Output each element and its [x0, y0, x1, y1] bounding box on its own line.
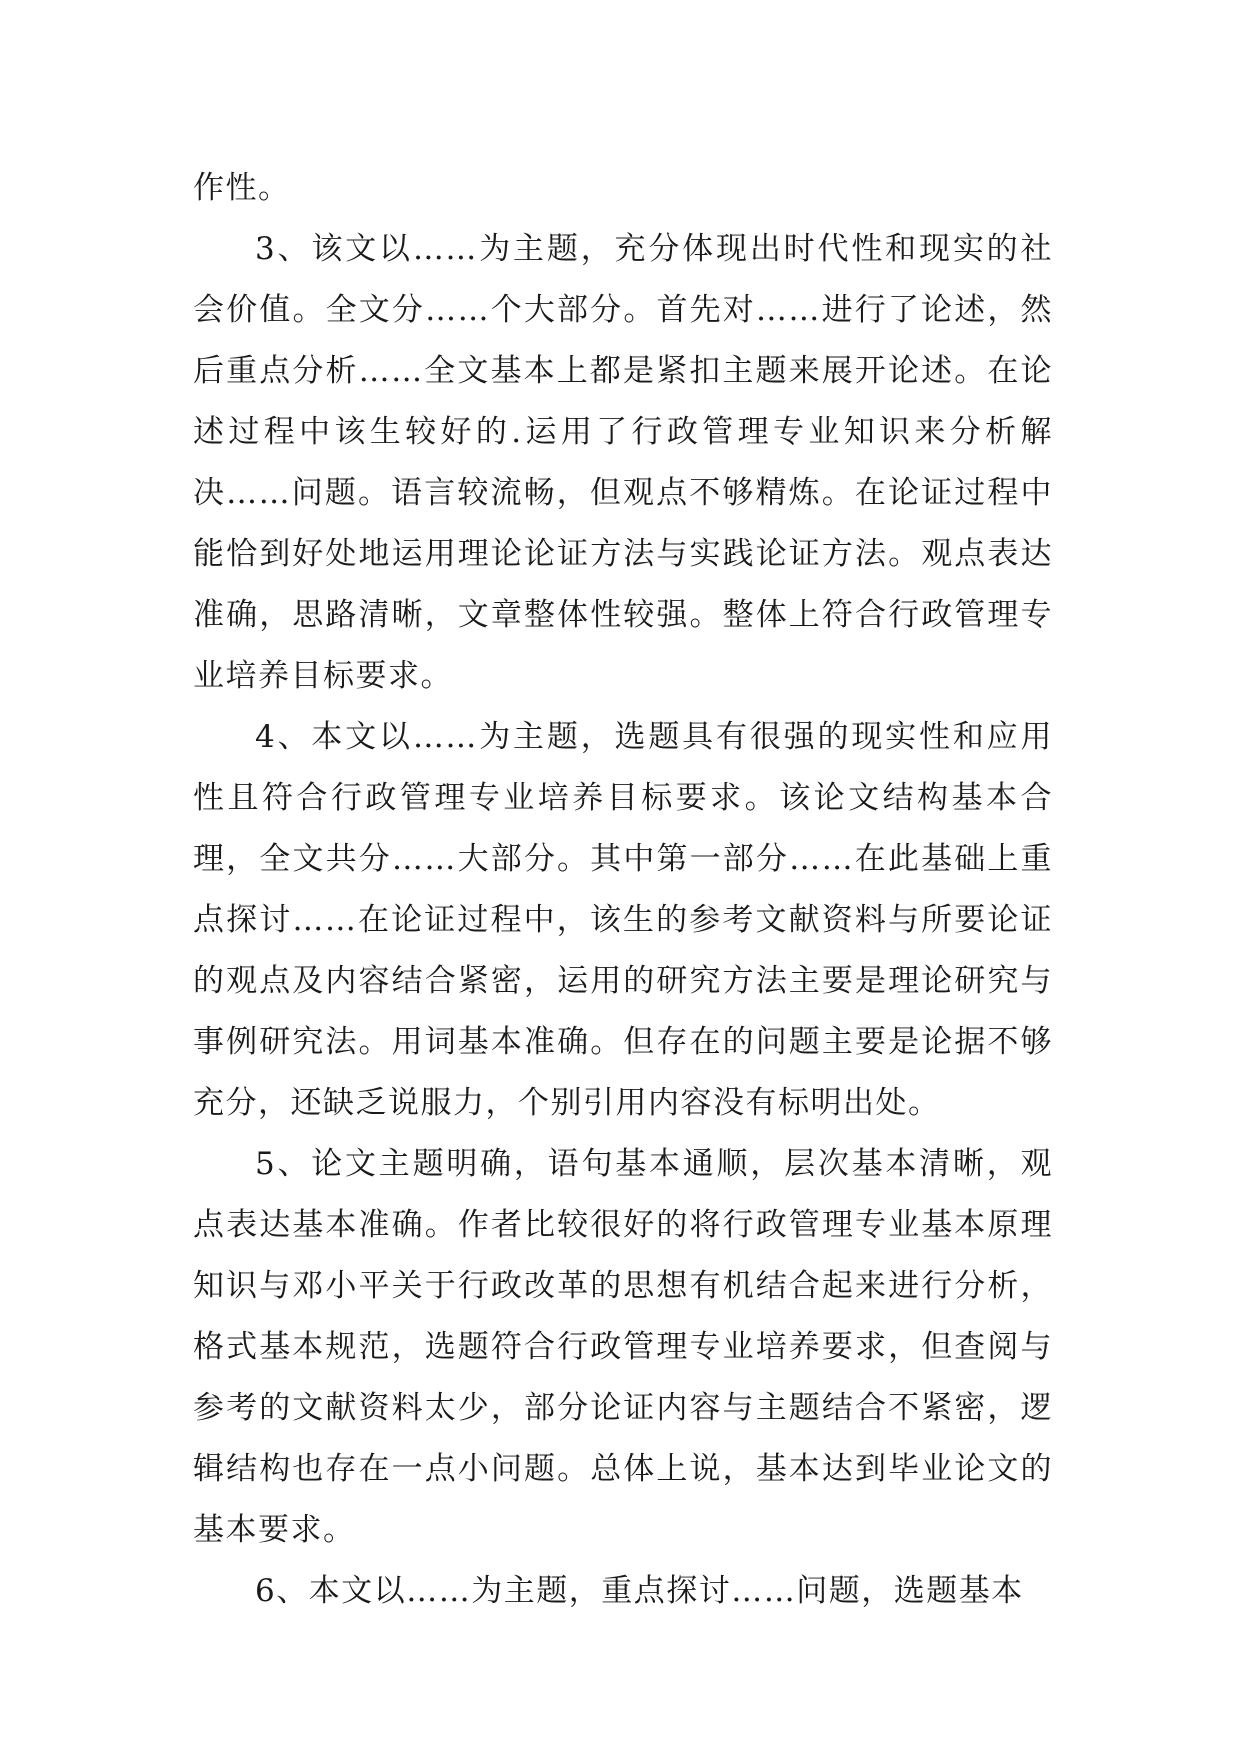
paragraph-item-6: 6、本文以……为主题，重点探讨……问题，选题基本: [255, 1573, 1024, 1609]
paragraph-continuation: 作性。: [193, 170, 291, 206]
paragraph-item-5: 5、论文主题明确，语句基本通顺，层次基本清晰，观点表达基本准确。作者比较很好的将行政管理专业基本原理知识与邓小平关于行政改革的思想有机结合起来进行分析，格式基本规范，选题符合行政管理专业培养要求，但查阅与参考的文献资料太少，部分论证内容与主题结合不紧密，逻辑结构也存在一点小问题。总体上说，基本达到毕业论文的基本要求。: [193, 1146, 1053, 1548]
paragraph-item-4: 4、本文以……为主题，选题具有很强的现实性和应用性且符合行政管理专业培养目标要求。该论文结构基本合理，全文共分……大部分。其中第一部分……在此基础上重点探讨……在论证过程中，该生的参考文献资料与所要论证的观点及内容结合紧密，运用的研究方法主要是理论研究与事例研究法。用词基本准确。但存在的问题主要是论据不够充分，还缺乏说服力，个别引用内容没有标明出处。: [193, 719, 1053, 1121]
document-body: [193, 158, 1053, 1622]
paragraph-item-3: 3、该文以……为主题，充分体现出时代性和现实的社会价值。全文分……个大部分。首先对……进行了论述，然后重点分析……全文基本上都是紧扣主题来展开论述。在论述过程中该生较好的.运用了行政管理专业知识来分析解决……问题。语言较流畅，但观点不够精炼。在论证过程中能恰到好处地运用理论论证方法与实践论证方法。观点表达准确，思路清晰，文章整体性较强。整体上符合行政管理专业培养目标要求。: [193, 231, 1053, 694]
